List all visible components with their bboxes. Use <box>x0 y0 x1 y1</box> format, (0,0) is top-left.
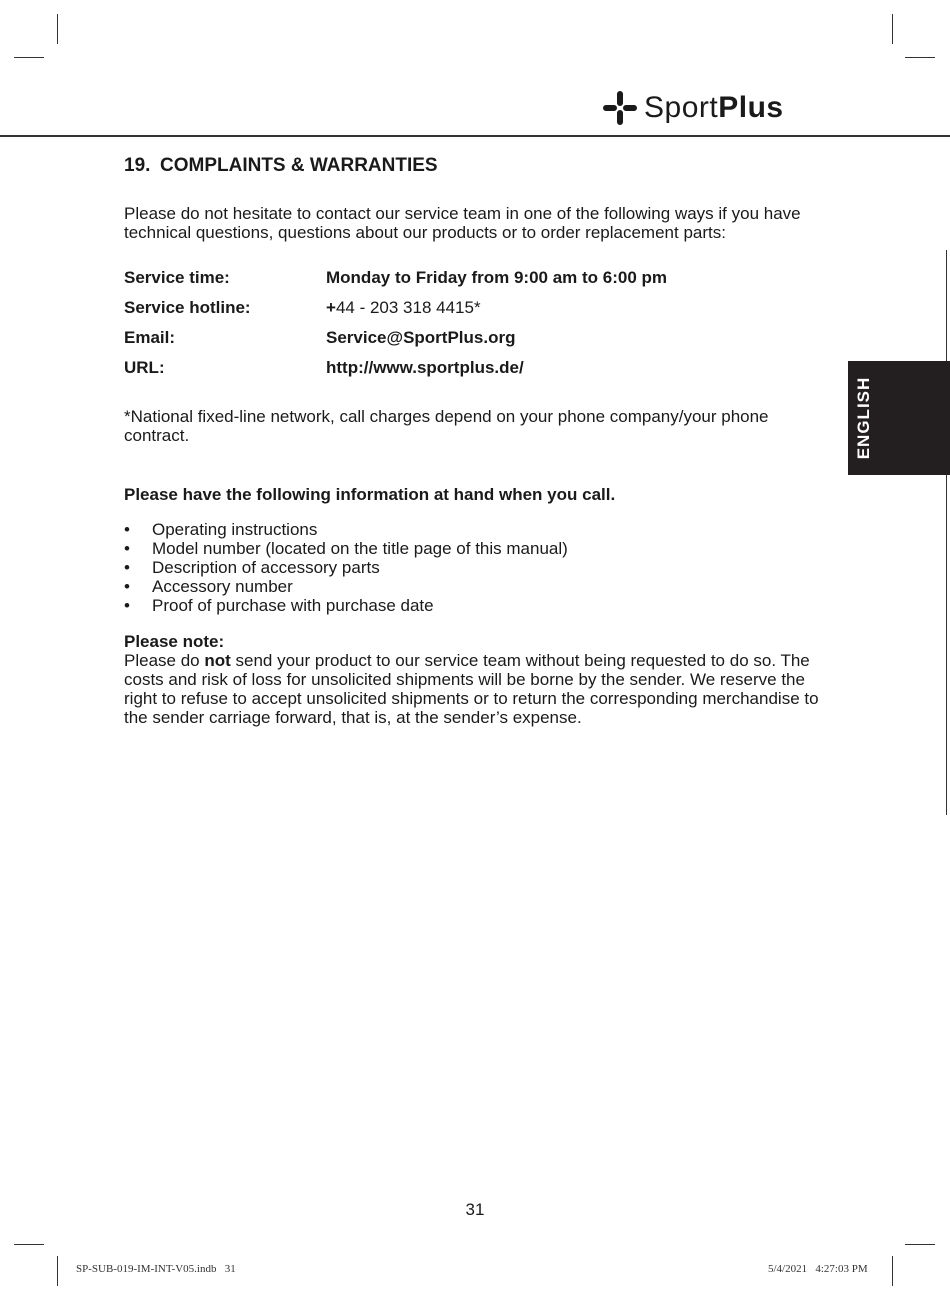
note-text-pre: Please do <box>124 651 205 670</box>
brand-wordmark-light: Sport <box>644 91 719 124</box>
contact-row-hotline <box>124 298 836 328</box>
contact-label: URL: <box>124 358 165 377</box>
hotline-number: 44 - 203 318 4415* <box>335 298 481 317</box>
crop-mark <box>905 57 935 58</box>
crop-mark <box>57 1256 58 1286</box>
prepare-heading: Please have the following information at hand when you call. <box>124 485 616 504</box>
crop-mark <box>57 14 58 44</box>
contact-info <box>124 268 836 388</box>
brand-wordmark-bold: Plus <box>718 91 784 124</box>
contact-row-service-time <box>124 268 836 298</box>
contact-value: Monday to Friday from 9:00 am to 6:00 pm <box>326 268 668 287</box>
info-checklist <box>124 520 568 615</box>
contact-label: Service time: <box>124 268 230 287</box>
note-heading: Please note: <box>124 632 225 651</box>
contact-label: Email: <box>124 328 176 347</box>
contact-label: Service hotline: <box>124 298 251 317</box>
section-title-text: COMPLAINTS & WARRANTIES <box>160 155 438 176</box>
footnote: *National fixed-line network, call charges depend on your phone company/your phone contract. <box>124 407 769 445</box>
page-number: 31 <box>465 1200 485 1219</box>
crop-mark <box>892 1256 893 1286</box>
hotline-plus: + <box>326 298 336 317</box>
print-slug-file: SP-SUB-019-IM-INT-V05.indb 31 <box>76 1263 236 1275</box>
language-tab-label: ENGLISH <box>854 376 873 460</box>
website-url: http://www.sportplus.de/ <box>326 358 524 377</box>
contact-row-url <box>124 358 836 388</box>
crop-mark <box>14 57 44 58</box>
contact-value <box>326 298 481 317</box>
crop-mark <box>892 14 893 44</box>
section-number: 19. <box>124 155 151 176</box>
list-item: • Accessory number <box>124 577 568 596</box>
contact-row-email <box>124 328 836 358</box>
print-slug-timestamp: 5/4/2021 4:27:03 PM <box>768 1263 868 1275</box>
brand-logo <box>602 88 784 128</box>
cross-logo-icon <box>602 89 638 127</box>
section-title <box>124 156 438 175</box>
brand-wordmark <box>644 93 784 123</box>
email-address: Service@SportPlus.org <box>326 328 516 347</box>
crop-mark <box>905 1244 935 1245</box>
header-rule <box>0 135 950 137</box>
note-body <box>124 651 836 727</box>
list-item: • Model number (located on the title page of this manual) <box>124 539 568 558</box>
note-text-post: send your product to our service team without being requested to do so. The costs and risk of loss for unsolicited shipments will be borne by the sender. We reserve the right to refuse to accept unsolicited shipments or to return the corresponding merchandise to the sender carriage forward, that is, at the sender’s expense. <box>124 651 819 727</box>
list-item: • Description of accessory parts <box>124 558 568 577</box>
intro-paragraph: Please do not hesitate to contact our service team in one of the following ways if you have technical questions, questions about our products or to order replacement parts: <box>124 204 801 242</box>
side-rule <box>946 250 947 815</box>
crop-mark <box>14 1244 44 1245</box>
list-item: • Operating instructions <box>124 520 568 539</box>
list-item: • Proof of purchase with purchase date <box>124 596 568 615</box>
note-emphasis: not <box>204 651 231 670</box>
language-tab <box>848 361 950 475</box>
